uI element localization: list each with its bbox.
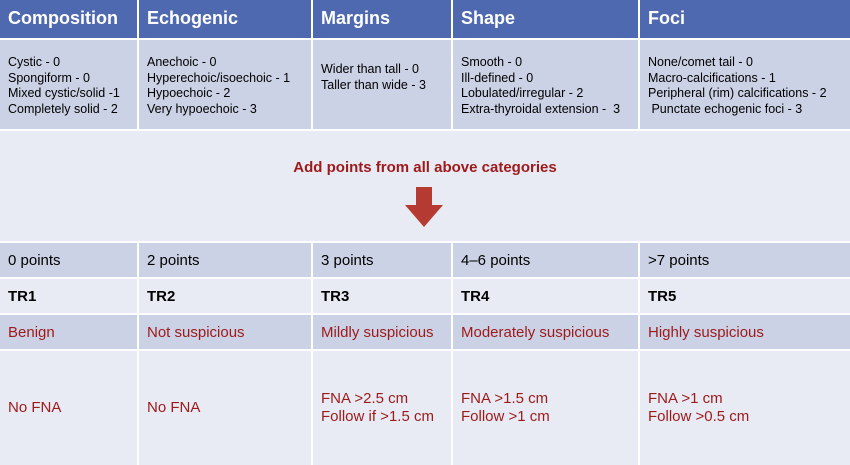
header-foci: Foci (648, 8, 686, 28)
fna-cell (313, 351, 453, 465)
header-shape: Shape (453, 0, 640, 38)
criteria-margins (313, 40, 453, 129)
level-cell: TR2 (139, 279, 313, 313)
criteria-row (0, 40, 850, 129)
criteria-item: Spongiform - 0 (8, 70, 90, 85)
risk-cell: Mildly suspicious (313, 315, 453, 349)
fna-line: FNA >1 cm (648, 390, 723, 407)
criteria-item: Hyperechoic/isoechoic - 1 (147, 70, 291, 85)
criteria-echogenic (139, 40, 313, 129)
fna-line: FNA >2.5 cm (321, 390, 409, 407)
level-cell: TR5 (648, 288, 677, 305)
criteria-item: Wider than tall - 0 (321, 62, 419, 76)
level-cell: TR1 (0, 279, 139, 313)
criteria-item: Mixed cystic/solid -1 (8, 86, 120, 101)
points-cell: 2 points (139, 243, 313, 277)
header-margins: Margins (313, 0, 453, 38)
criteria-item: Lobulated/irregular - 2 (461, 86, 584, 101)
points-cell: 0 points (0, 243, 139, 277)
fna-cell (640, 351, 850, 465)
fna-cell (139, 351, 313, 465)
risk-cell: Benign (0, 315, 139, 349)
points-cell: 3 points (313, 243, 453, 277)
fna-cell (0, 351, 139, 465)
risk-cell: Not suspicious (139, 315, 313, 349)
fna-row (0, 351, 850, 465)
risk-cell: Moderately suspicious (453, 315, 640, 349)
criteria-item: Cystic - 0 (8, 55, 61, 69)
level-row (0, 279, 850, 313)
fna-line: No FNA (147, 399, 201, 416)
header-echogenic: Echogenic (139, 0, 313, 38)
criteria-item: Taller than wide - 3 (321, 77, 426, 92)
criteria-shape (453, 40, 640, 129)
fna-line: FNA >1.5 cm (461, 390, 549, 407)
criteria-item: Very hypoechoic - 3 (147, 101, 257, 116)
level-cell: TR3 (313, 279, 453, 313)
header-composition: Composition (0, 0, 139, 38)
criteria-item: Hypoechoic - 2 (147, 86, 231, 101)
risk-cell: Highly suspicious (648, 324, 764, 341)
criteria-item: Punctate echogenic foci - 3 (648, 101, 803, 116)
points-row (0, 243, 850, 277)
criteria-item: Completely solid - 2 (8, 101, 118, 116)
level-cell: TR4 (453, 279, 640, 313)
points-cell: 4–6 points (453, 243, 640, 277)
criteria-item: Anechoic - 0 (147, 55, 217, 69)
points-cell: >7 points (648, 252, 710, 269)
fna-line: Follow if >1.5 cm (321, 408, 434, 425)
criteria-composition (0, 40, 139, 129)
criteria-item: Peripheral (rim) calcifications - 2 (648, 86, 827, 101)
fna-line: Follow >1 cm (461, 408, 550, 425)
criteria-item: None/comet tail - 0 (648, 55, 753, 69)
criteria-foci (640, 40, 850, 129)
criteria-item: Macro-calcifications - 1 (648, 70, 776, 85)
criteria-item: Extra-thyroidal extension - 3 (461, 101, 621, 116)
risk-row (0, 315, 850, 349)
down-arrow-icon (405, 187, 443, 227)
fna-line: Follow >0.5 cm (648, 408, 750, 425)
header-row (0, 0, 850, 38)
fna-cell (453, 351, 640, 465)
criteria-item: Smooth - 0 (461, 55, 523, 69)
fna-line: No FNA (8, 399, 62, 416)
criteria-item: Ill-defined - 0 (461, 70, 534, 85)
instruction-text: Add points from all above categories (293, 159, 557, 176)
